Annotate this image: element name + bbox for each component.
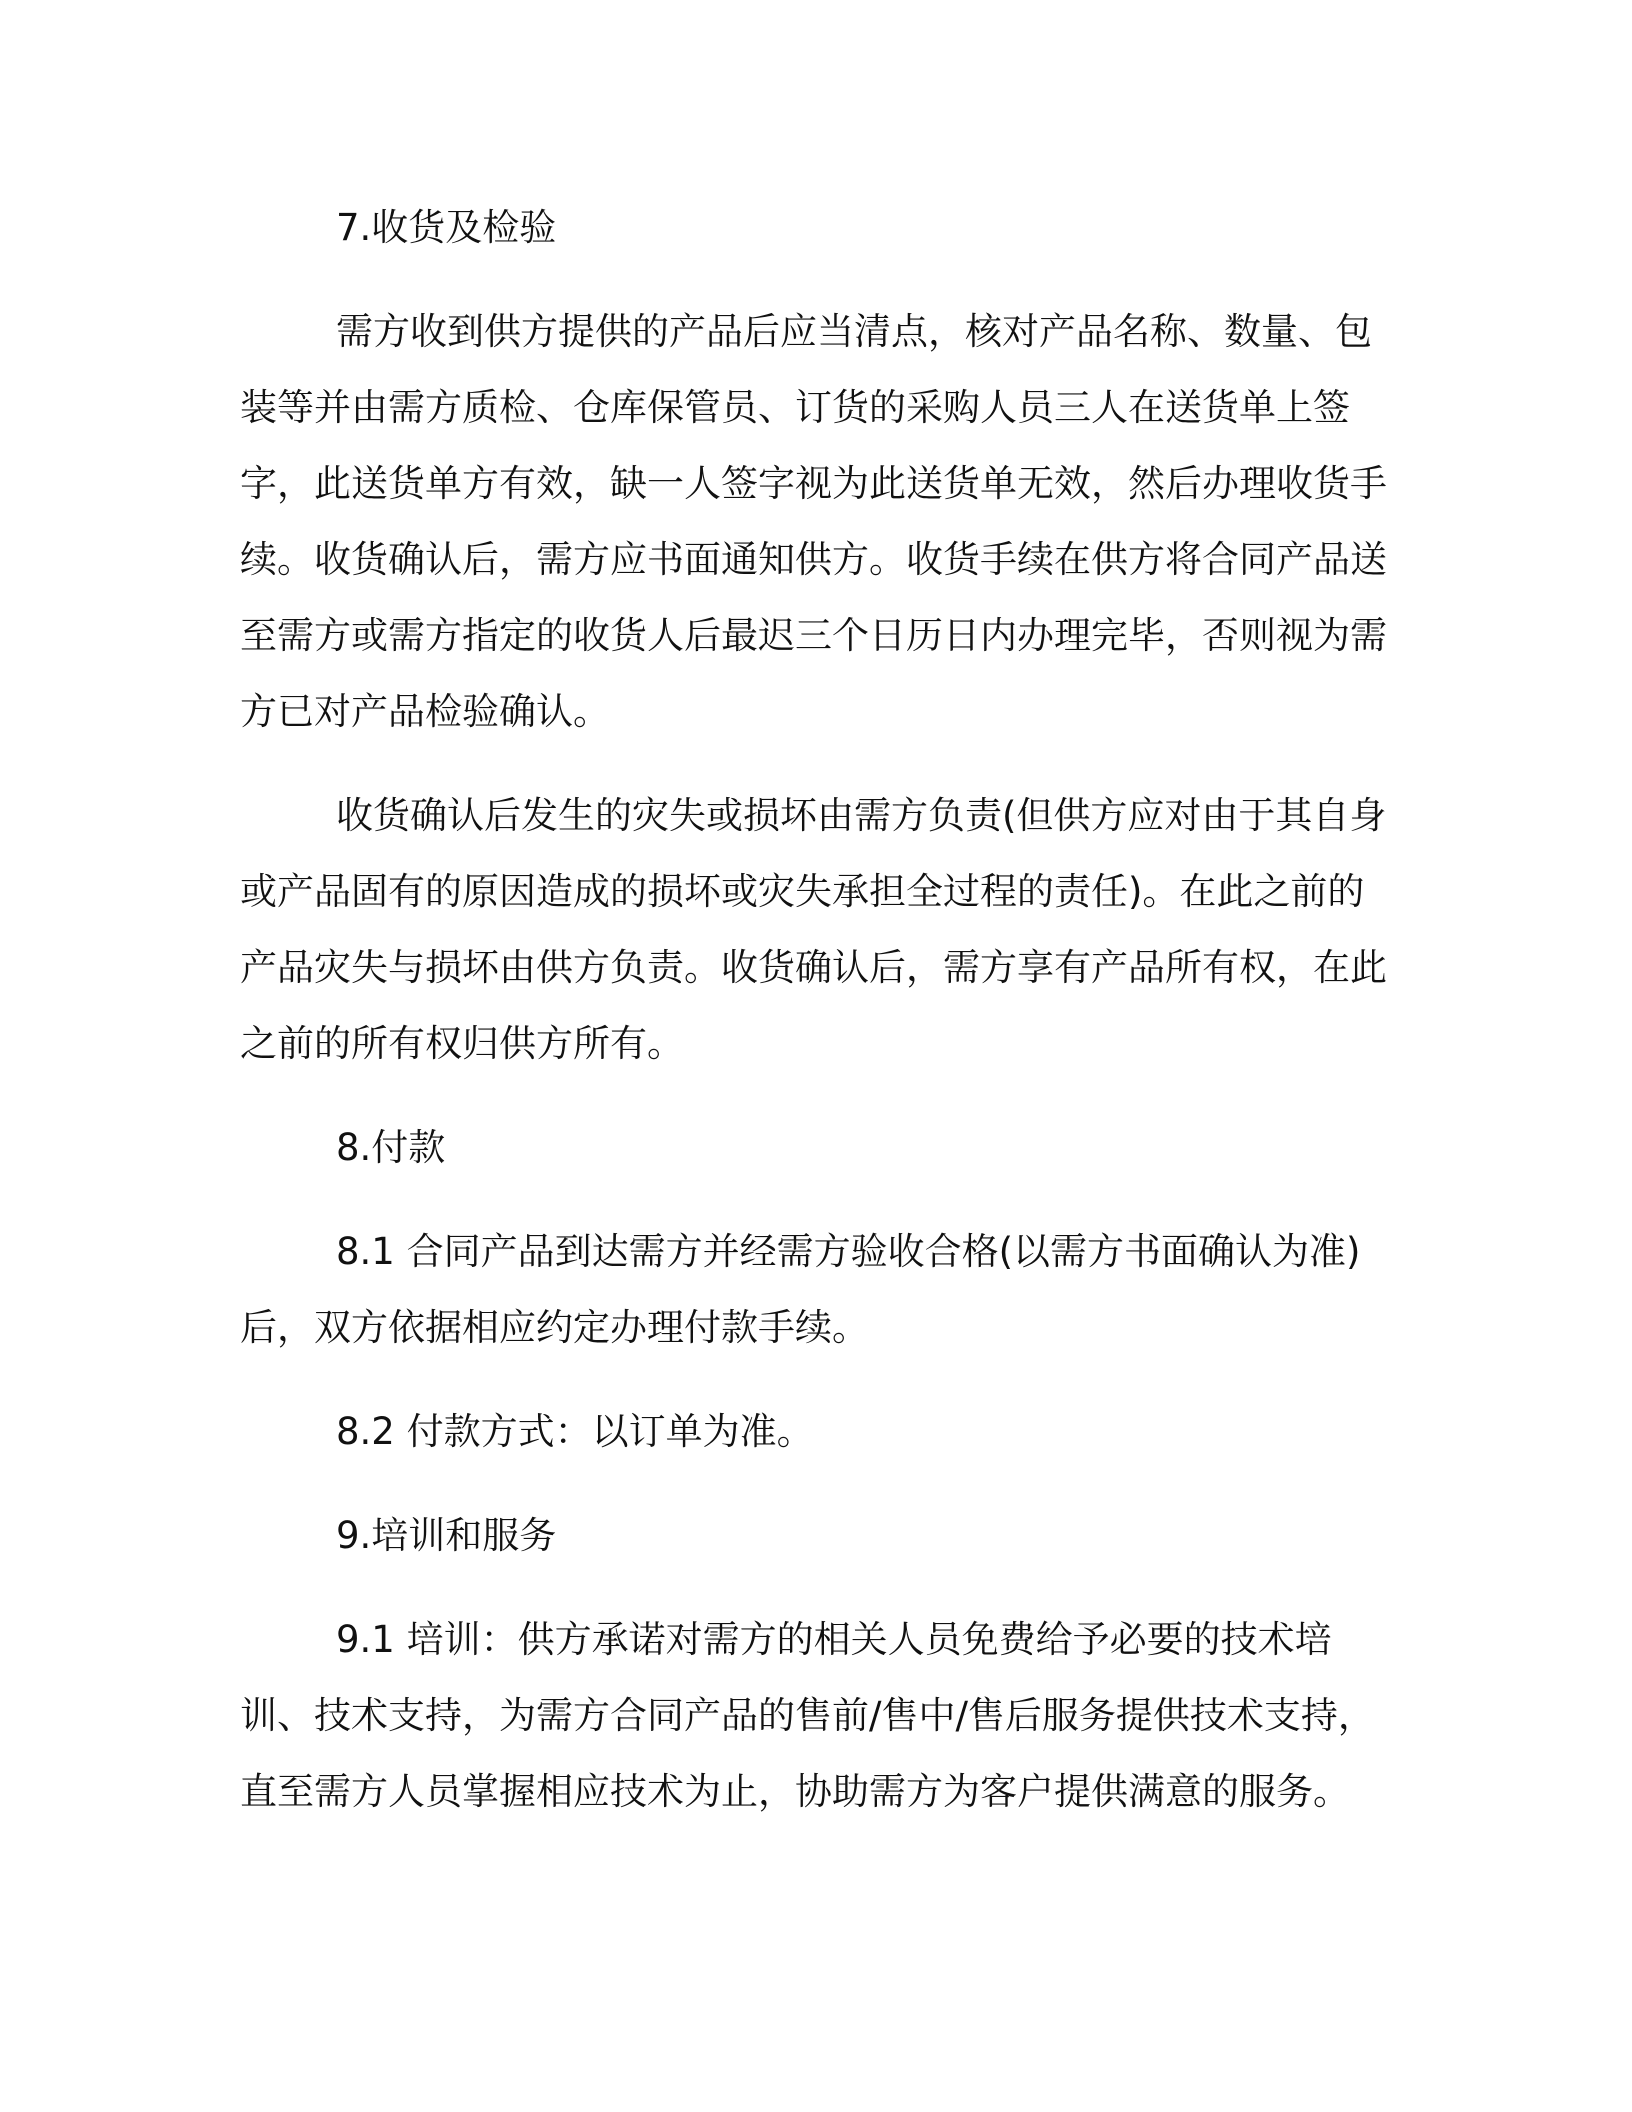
section-heading-training: 9.培训和服务 [336,1514,557,1557]
document-body [240,190,1390,1858]
paragraph-payment-8-2: 8.2 付款方式：以订单为准。 [336,1410,814,1453]
section-heading-receiving: 7.收货及检验 [336,206,557,249]
paragraph-training-9-1: 9.1 培训：供方承诺对需方的相关人员免费给予必要的技术培训、技术支持，为需方合同产品的售前/售中/售后服务提供技术支持，直至需方人员掌握相应技术为止，协助需方为客户提供满意的服务。 [240,1618,1375,1813]
paragraph-risk-ownership: 收货确认后发生的灾失或损坏由需方负责(但供方应对由于其自身或产品固有的原因造成的损坏或灾失承担全过程的责任)。在此之前的产品灾失与损坏由供方负责。收货确认后，需方享有产品所有权，在此之前的所有权归供方所有。 [240,794,1387,1065]
section-heading-payment: 8.付款 [336,1126,446,1169]
paragraph-payment-8-1: 8.1 合同产品到达需方并经需方验收合格(以需方书面确认为准)后，双方依据相应约定办理付款手续。 [240,1230,1361,1349]
paragraph-receiving-procedure: 需方收到供方提供的产品后应当清点，核对产品名称、数量、包装等并由需方质检、仓库保管员、订货的采购人员三人在送货单上签字，此送货单方有效，缺一人签字视为此送货单无效，然后办理收货手续。收货确认后，需方应书面通知供方。收货手续在供方将合同产品送至需方或需方指定的收货人后最迟三个日历日内办理完毕，否则视为需方已对产品检验确认。 [240,310,1387,733]
